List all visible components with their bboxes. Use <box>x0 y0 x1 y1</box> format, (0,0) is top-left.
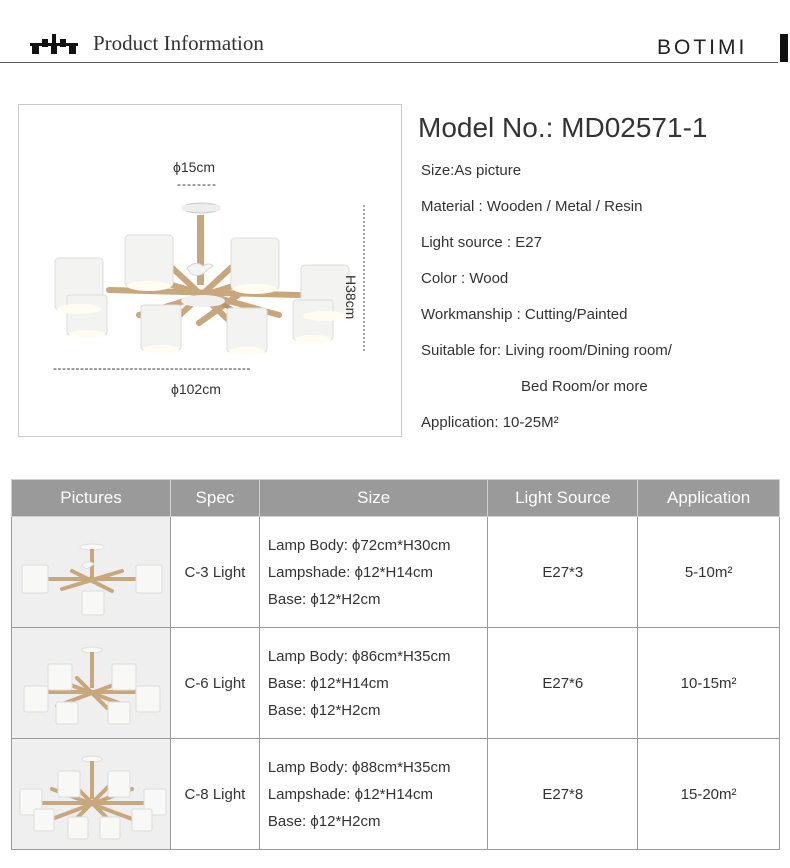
size-line: Lampshade: ϕ12*H14cm <box>267 563 434 581</box>
row-picture <box>12 517 171 628</box>
product-image <box>18 104 402 437</box>
info-suitable-for-cont: Bed Room/or more <box>521 378 648 395</box>
row-light-source: E27*8 <box>488 739 638 850</box>
table-row <box>12 739 780 850</box>
row-size <box>259 628 488 739</box>
table-row <box>12 628 780 739</box>
brand-logo: BOTIMI <box>657 36 748 59</box>
info-workmanship: Workmanship : Cutting/Painted <box>421 306 628 323</box>
size-line: Base: ϕ12*H2cm <box>267 812 381 830</box>
dim-side: H38cm <box>343 275 359 320</box>
size-line: Base: ϕ12*H2cm <box>267 701 381 719</box>
row-spec: C-8 Light <box>171 739 260 850</box>
table-row <box>12 517 780 628</box>
info-size: Size:As picture <box>421 162 522 179</box>
dim-top: ϕ15cm <box>173 159 216 175</box>
dim-bottom-dashes: -------------------------------------------- <box>53 361 251 375</box>
chandelier-8-image <box>12 739 170 849</box>
row-light-source: E27*3 <box>488 517 638 628</box>
size-line: Base: ϕ12*H14cm <box>267 674 389 692</box>
size-line: Lampshade: ϕ12*H14cm <box>267 785 434 803</box>
header-spec: Spec <box>171 480 260 517</box>
size-line: Lamp Body: ϕ86cm*H35cm <box>267 647 451 665</box>
row-spec: C-3 Light <box>171 517 260 628</box>
size-line: Lamp Body: ϕ72cm*H30cm <box>267 536 451 554</box>
info-color: Color : Wood <box>421 270 509 287</box>
dim-top-dashes: -------- <box>177 177 217 191</box>
row-application: 5-10m² <box>638 517 780 628</box>
size-line: Base: ϕ12*H2cm <box>267 590 381 608</box>
page-header <box>0 0 790 66</box>
row-application: 10-15m² <box>638 628 780 739</box>
info-application: Application: 10-25M² <box>421 414 559 431</box>
header-divider <box>0 62 778 63</box>
row-size <box>259 739 488 850</box>
chandelier-6-image <box>12 628 170 738</box>
table-header-row <box>12 480 780 517</box>
info-light-source: Light source : E27 <box>421 234 542 251</box>
row-light-source: E27*6 <box>488 628 638 739</box>
row-picture <box>12 739 171 850</box>
info-material: Material : Wooden / Metal / Resin <box>421 198 643 215</box>
model-number: Model No.: MD02571-1 <box>418 112 708 143</box>
page-title: Product Information <box>93 31 264 55</box>
info-suitable-for: Suitable for: Living room/Dining room/ <box>421 342 672 359</box>
spec-table <box>11 479 780 850</box>
header-application: Application <box>638 480 780 517</box>
header-pictures: Pictures <box>12 480 171 517</box>
row-picture <box>12 628 171 739</box>
row-application: 15-20m² <box>638 739 780 850</box>
row-size <box>259 517 488 628</box>
header-size: Size <box>259 480 488 517</box>
size-line: Lamp Body: ϕ88cm*H35cm <box>267 758 451 776</box>
dim-bottom: ϕ102cm <box>171 381 221 397</box>
chandelier-icon <box>30 34 78 56</box>
header-light-source: Light Source <box>488 480 638 517</box>
row-spec: C-6 Light <box>171 628 260 739</box>
brand-bar <box>780 34 788 62</box>
chandelier-3-image <box>12 517 170 627</box>
